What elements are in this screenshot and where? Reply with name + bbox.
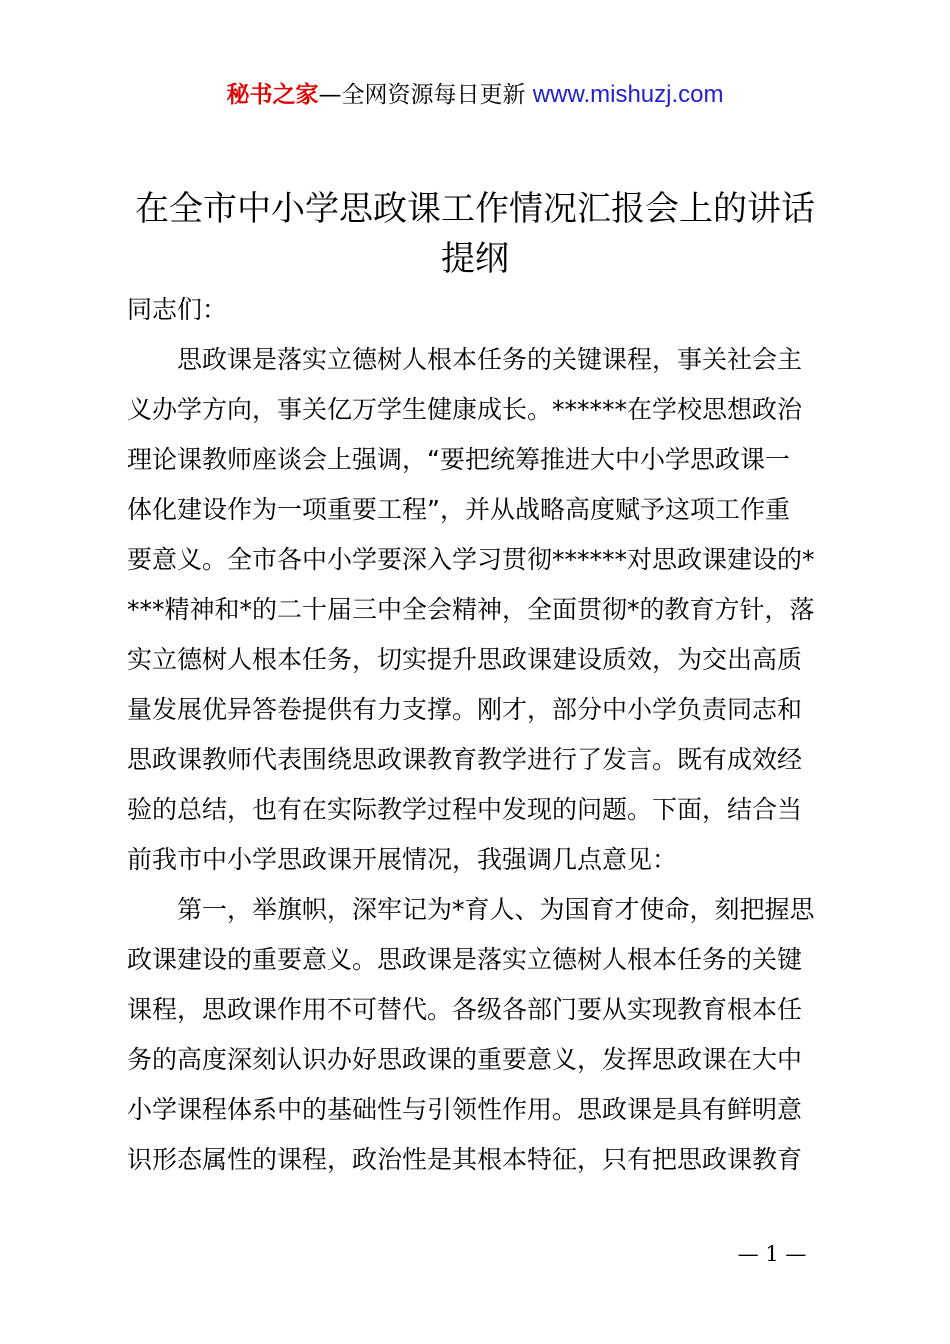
title-line-1: 在全市中小学思政课工作情况汇报会上的讲话 — [135, 189, 815, 229]
title-line-2: 提纲 — [441, 239, 509, 279]
body-line: 思政课教师代表围绕思政课教育教学进行了发言。既有成效经 — [127, 745, 803, 774]
body-line: 体化建设作为一项重要工程”，并从战略高度赋予这项工作重 — [127, 495, 790, 524]
document-title — [110, 184, 840, 284]
body-line: 理论课教师座谈会上强调，“要把统筹推进大中小学思政课一 — [127, 445, 790, 474]
body-line: 前我市中小学思政课开展情况，我强调几点意见： — [127, 845, 678, 874]
body-line: ***精神和*的二十届三中全会精神，全面贯彻*的教育方针，落 — [127, 595, 815, 624]
body-line: 量发展优异答卷提供有力支撑。刚才，部分中小学负责同志和 — [127, 695, 803, 724]
body-line: 识形态属性的课程，政治性是其根本特征，只有把思政课教育 — [127, 1145, 803, 1174]
body-line: 小学课程体系中的基础性与引领性作用。思政课是具有鲜明意 — [127, 1095, 803, 1124]
header-tagline: —全网资源每日更新 — [318, 82, 526, 108]
body-line: 实立德树人根本任务，切实提升思政课建设质效，为交出高质 — [127, 645, 803, 674]
page-number: — 1 — — [737, 1242, 807, 1266]
body-line: 义办学方向，事关亿万学生健康成长。******在学校思想政治 — [127, 395, 803, 424]
body-line: 政课建设的重要意义。思政课是落实立德树人根本任务的关键 — [127, 945, 803, 974]
brand-name: 秘书之家 — [226, 82, 319, 108]
body-line: 要意义。全市各中小学要深入学习贯彻******对思政课建设的* — [127, 545, 815, 574]
salutation: 同志们： — [127, 295, 228, 324]
document-body — [127, 285, 833, 1185]
body-line: 第一，举旗帜，深牢记为*育人、为国育才使命，刻把握思 — [127, 895, 815, 924]
site-url-link[interactable]: www.mishuzj.com — [532, 81, 724, 108]
body-line: 课程，思政课作用不可替代。各级各部门要从实现教育根本任 — [127, 995, 803, 1024]
body-line: 思政课是落实立德树人根本任务的关键课程，事关社会主 — [127, 345, 803, 374]
body-line: 验的总结，也有在实际教学过程中发现的问题。下面，结合当 — [127, 795, 803, 824]
site-header — [0, 80, 950, 110]
body-line: 务的高度深刻认识办好思政课的重要意义，发挥思政课在大中 — [127, 1045, 803, 1074]
